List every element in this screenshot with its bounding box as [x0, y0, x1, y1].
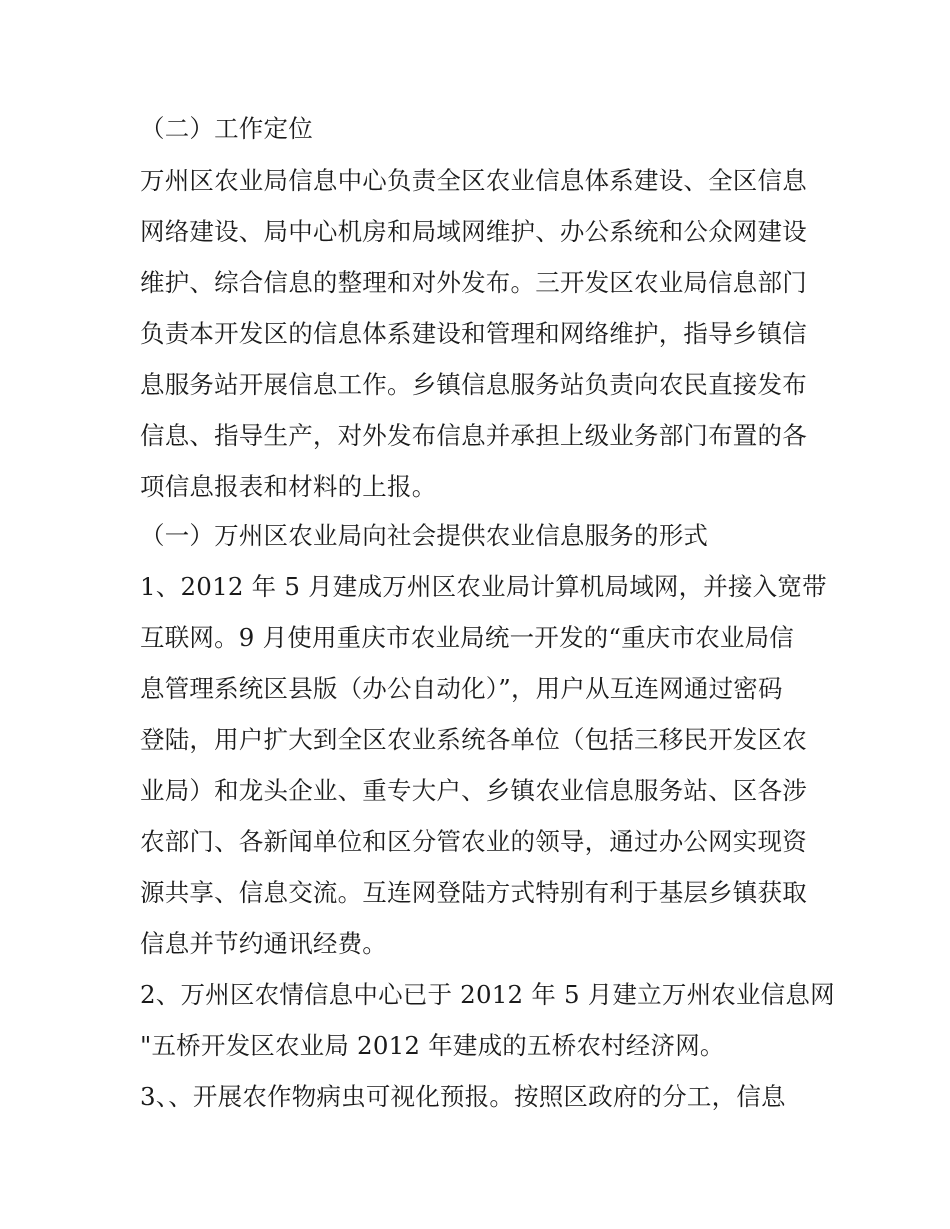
list-item-line: 农部门、各新闻单位和区分管农业的领导，通过办公网实现资 [140, 827, 807, 856]
list-item-line: 源共享、信息交流。互连网登陆方式特别有利于基层乡镇获取 [140, 878, 807, 907]
paragraph-line: 万州区农业局信息中心负责全区农业信息体系建设、全区信息 [140, 166, 807, 195]
list-item-line: 息管理系统区县版（办公自动化）”，用户从互连网通过密码 [140, 674, 783, 703]
list-item-line: 2、万州区农情信息中心已于 2012 年 5 月建立万州农业信息网 [140, 980, 835, 1009]
paragraph-line: 负责本开发区的信息体系建设和管理和网络维护，指导乡镇信 [140, 319, 807, 348]
list-item-line: 3、、开展农作物病虫可视化预报。按照区政府的分工，信息 [140, 1082, 786, 1111]
paragraph-line: 信息、指导生产，对外发布信息并承担上级业务部门布置的各 [140, 421, 807, 450]
list-item-line: 登陆，用户扩大到全区农业系统各单位（包括三移民开发区农 [140, 725, 807, 754]
section-heading-service-forms: （一）万州区农业局向社会提供农业信息服务的形式 [140, 521, 709, 550]
list-item-line: 业局）和龙头企业、重专大户、乡镇农业信息服务站、区各涉 [140, 776, 807, 805]
paragraph-line: 维护、综合信息的整理和对外发布。三开发区农业局信息部门 [140, 268, 807, 297]
list-item-line: "五桥开发区农业局 2012 年建成的五桥农村经济网。 [140, 1031, 725, 1060]
list-item-line: 信息并节约通讯经费。 [140, 929, 387, 958]
section-heading-work-positioning: （二）工作定位 [140, 114, 313, 143]
list-item-line: 互联网。9 月使用重庆市农业局统一开发的“重庆市农业局信 [140, 623, 794, 652]
paragraph-line: 网络建设、局中心机房和局域网维护、办公系统和公众网建设 [140, 217, 807, 246]
paragraph-line: 项信息报表和材料的上报。 [140, 472, 437, 501]
paragraph-line: 息服务站开展信息工作。乡镇信息服务站负责向农民直接发布 [140, 370, 807, 399]
list-item-line: 1、2012 年 5 月建成万州区农业局计算机局域网，并接入宽带 [140, 572, 827, 601]
